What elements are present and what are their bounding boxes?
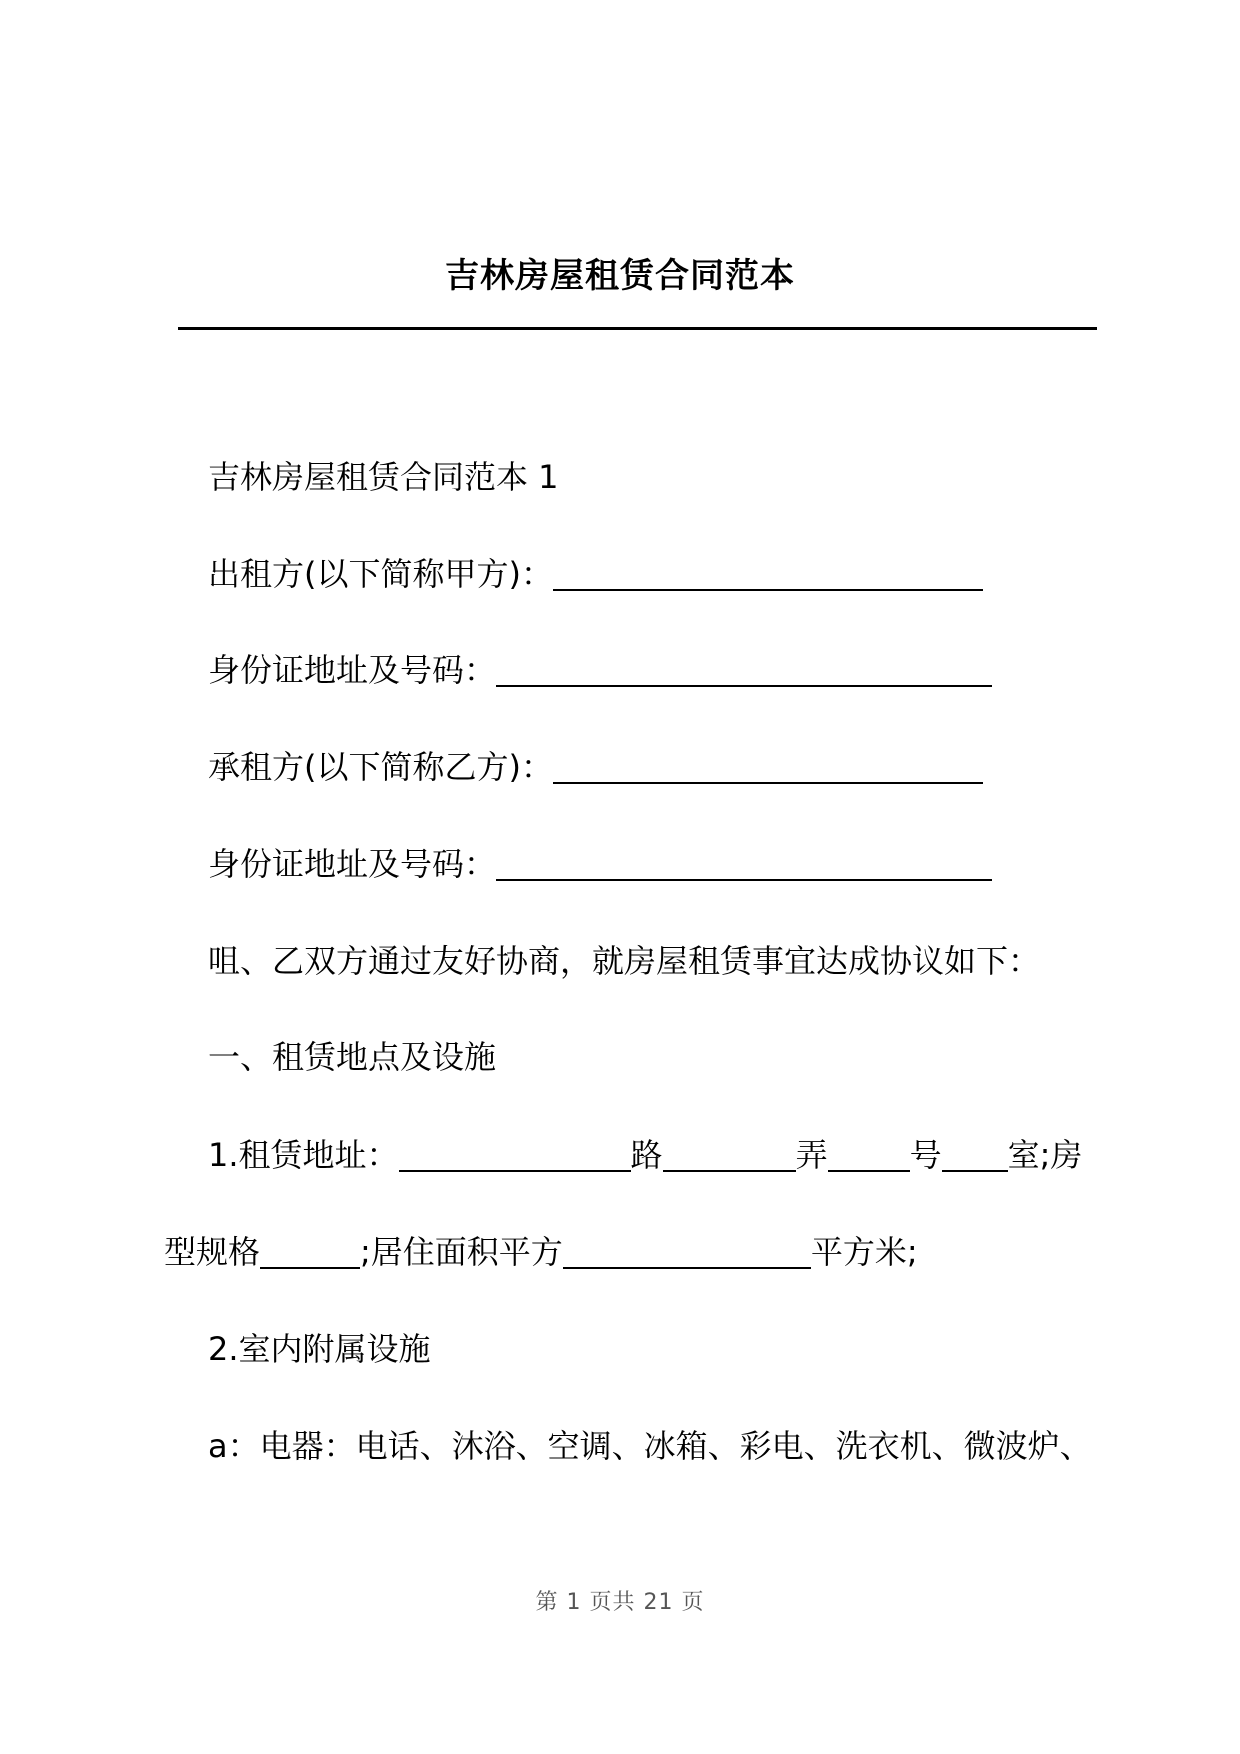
lessor-id-label: 身份证地址及号码： <box>208 651 497 689</box>
contract-heading <box>208 455 559 499</box>
room-blank[interactable] <box>942 1140 1008 1172</box>
house-type-blank[interactable] <box>260 1237 360 1269</box>
road-blank[interactable] <box>399 1140 631 1172</box>
house-type-line <box>164 1230 918 1274</box>
house-type-label: 型规格 <box>164 1233 261 1271</box>
section-heading <box>208 1035 496 1079</box>
appliances-line <box>208 1424 1092 1468</box>
number-blank[interactable] <box>828 1140 910 1172</box>
address-line <box>208 1133 1082 1177</box>
agreement-line <box>208 939 1040 983</box>
lessee-label: 承租方(以下简称乙方)： <box>208 748 553 786</box>
page-footer <box>0 1588 1240 1618</box>
lessee-id-blank[interactable] <box>496 849 992 881</box>
facilities-text: 2.室内附属设施 <box>208 1330 431 1368</box>
lessee-blank[interactable] <box>553 752 983 784</box>
lessor-line <box>208 552 983 596</box>
area-unit: 平方米; <box>810 1233 918 1271</box>
footer-prefix: 第 <box>535 1590 559 1615</box>
lessee-line <box>208 745 983 789</box>
area-label: ;居住面积平方 <box>360 1233 563 1271</box>
section-heading-text: 一、租赁地点及设施 <box>208 1038 497 1076</box>
area-blank[interactable] <box>563 1237 811 1269</box>
footer-middle: 页共 <box>589 1590 636 1615</box>
lessor-label: 出租方(以下简称甲方)： <box>208 555 553 593</box>
lane-blank[interactable] <box>663 1140 796 1172</box>
lessee-id-label: 身份证地址及号码： <box>208 845 497 883</box>
road-label: 路 <box>630 1136 663 1174</box>
lessor-id-blank[interactable] <box>496 655 992 687</box>
agreement-text: 咀、乙双方通过友好协商，就房屋租赁事宜达成协议如下： <box>208 942 1041 980</box>
page-title: 吉林房屋租赁合同范本 <box>445 256 795 296</box>
lessor-id-line <box>208 648 992 692</box>
footer-total-pages: 21 <box>643 1590 674 1615</box>
room-label: 室;房 <box>1007 1136 1083 1174</box>
title-divider <box>178 327 1097 330</box>
appliances-text: a：电器：电话、沐浴、空调、冰箱、彩电、洗衣机、微波炉、 <box>208 1427 1092 1465</box>
facilities-line <box>208 1327 431 1371</box>
contract-heading-text: 吉林房屋租赁合同范本 1 <box>208 458 559 496</box>
footer-current-page: 1 <box>566 1590 582 1615</box>
lane-label: 弄 <box>795 1136 828 1174</box>
address-label: 1.租赁地址： <box>208 1136 399 1174</box>
number-label: 号 <box>909 1136 942 1174</box>
lessee-id-line <box>208 842 992 886</box>
lessor-blank[interactable] <box>553 559 983 591</box>
footer-suffix: 页 <box>681 1590 705 1615</box>
